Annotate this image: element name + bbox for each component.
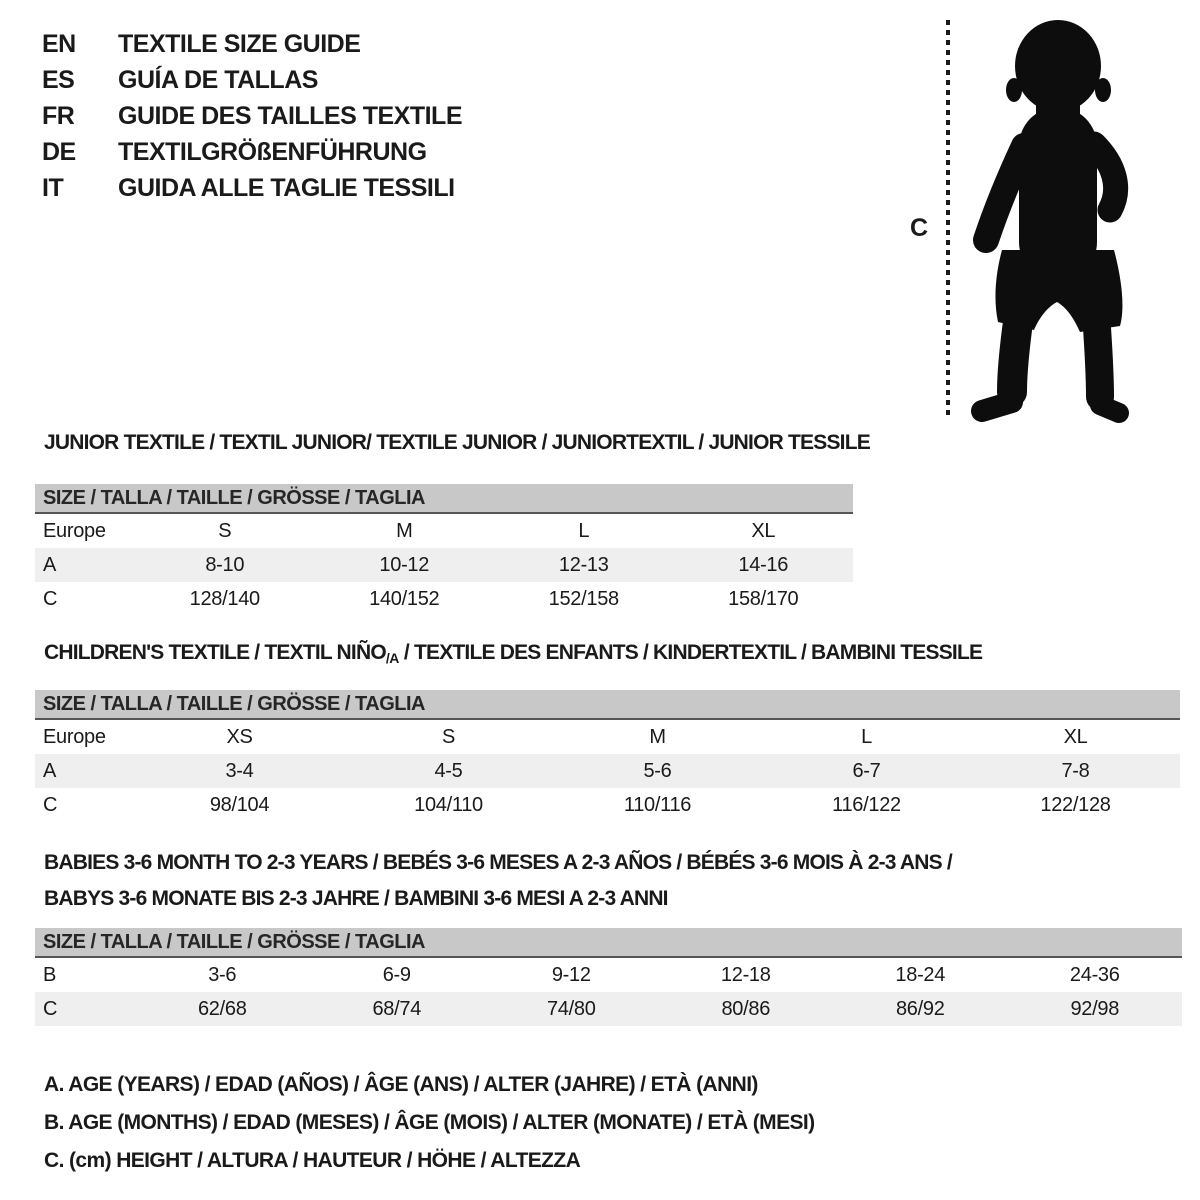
table-row-europe (35, 514, 853, 548)
age-cell: 12-13 (558, 553, 609, 576)
table-row-europe (35, 720, 1180, 754)
row-label: C (43, 997, 58, 1020)
age-cell: 18-24 (895, 963, 946, 986)
language-code: EN (42, 29, 76, 58)
language-title: GUIDE DES TAILLES TEXTILE (118, 101, 463, 130)
size-cell: M (649, 725, 666, 748)
age-cell: 8-10 (205, 553, 245, 576)
table-row-age (35, 548, 853, 582)
legend-line-c: C. (cm) HEIGHT / ALTURA / HAUTEUR / HÖHE / ALTEZZA (44, 1149, 581, 1172)
height-cell: 116/122 (832, 793, 901, 816)
toddler-silhouette-icon (960, 14, 1142, 424)
height-cell: 104/110 (414, 793, 483, 816)
language-code: IT (42, 173, 64, 202)
height-cell: 68/74 (372, 997, 422, 1020)
children-title-subscript: /A (385, 650, 399, 666)
children-size-table (35, 690, 1180, 822)
size-cell: L (578, 519, 590, 542)
language-title-list (42, 26, 462, 206)
row-label: B (43, 963, 57, 986)
row-label: C (43, 793, 58, 816)
language-title: GUIDA ALLE TAGLIE TESSILI (118, 173, 455, 202)
junior-size-table (35, 484, 853, 616)
legend-line-a: A. AGE (YEARS) / EDAD (AÑOS) / ÂGE (ANS) / ALTER (JAHRE) / ETÀ (ANNI) (44, 1073, 758, 1096)
language-row-en (42, 26, 462, 62)
size-cell: XS (226, 725, 253, 748)
height-cell: 110/116 (623, 793, 692, 816)
height-cell: 122/128 (1040, 793, 1111, 816)
row-label: A (43, 553, 57, 576)
size-header-bar: SIZE / TALLA / TAILLE / GRÖSSE / TAGLIA (35, 928, 1182, 958)
babies-size-table (35, 928, 1182, 1026)
height-cell: 80/86 (721, 997, 771, 1020)
height-cell: 152/158 (548, 587, 619, 610)
size-cell: XL (1063, 725, 1088, 748)
age-cell: 9-12 (551, 963, 591, 986)
age-cell: 6-9 (382, 963, 411, 986)
language-row-fr (42, 98, 462, 134)
height-cell: 74/80 (546, 997, 596, 1020)
language-title: TEXTILE SIZE GUIDE (118, 29, 361, 58)
size-cell: S (441, 725, 456, 748)
language-title: GUÍA DE TALLAS (118, 65, 318, 94)
height-cell: 92/98 (1070, 997, 1120, 1020)
height-cell: 158/170 (728, 587, 799, 610)
age-cell: 12-18 (720, 963, 771, 986)
table-row-height (35, 992, 1182, 1026)
row-label: A (43, 759, 57, 782)
children-title-post: / TEXTILE DES ENFANTS / KINDERTEXTIL / BAMBINI TESSILE (398, 641, 983, 664)
junior-section-title: JUNIOR TEXTILE / TEXTIL JUNIOR/ TEXTILE JUNIOR / JUNIORTEXTIL / JUNIOR TESSILE (44, 431, 870, 454)
age-cell: 6-7 (852, 759, 881, 782)
language-code: DE (42, 137, 76, 166)
height-cell: 140/152 (369, 587, 440, 610)
row-label: C (43, 587, 58, 610)
size-cell: S (218, 519, 232, 542)
language-row-de (42, 134, 462, 170)
measure-legend (44, 1066, 815, 1180)
size-cell: XL (751, 519, 776, 542)
age-cell: 7-8 (1061, 759, 1090, 782)
table-row-height (35, 788, 1180, 822)
age-cell: 3-6 (208, 963, 237, 986)
height-dashed-line (946, 20, 950, 416)
age-cell: 10-12 (379, 553, 430, 576)
age-cell: 4-5 (434, 759, 463, 782)
size-cell: M (396, 519, 413, 542)
age-cell: 3-4 (225, 759, 254, 782)
babies-section-title-line1: BABIES 3-6 MONTH TO 2-3 YEARS / BEBÉS 3-6 MESES A 2-3 AÑOS / BÉBÉS 3-6 MOIS À 2-3 ANS / (44, 851, 952, 874)
language-row-es (42, 62, 462, 98)
size-header-bar: SIZE / TALLA / TAILLE / GRÖSSE / TAGLIA (35, 690, 1180, 720)
size-cell: L (861, 725, 872, 748)
table-row-age (35, 754, 1180, 788)
language-code: FR (42, 101, 75, 130)
height-cell: 98/104 (209, 793, 270, 816)
height-cell: 62/68 (197, 997, 247, 1020)
table-row-age-months (35, 958, 1182, 992)
row-label: Europe (43, 725, 106, 748)
height-measure-label: C (910, 214, 929, 242)
table-row-height (35, 582, 853, 616)
age-cell: 5-6 (643, 759, 672, 782)
children-title-pre: CHILDREN'S TEXTILE / TEXTIL NIÑO (44, 641, 386, 664)
legend-line-b: B. AGE (MONTHS) / EDAD (MESES) / ÂGE (MOIS) / ALTER (MONATE) / ETÀ (MESI) (44, 1111, 815, 1134)
age-cell: 24-36 (1069, 963, 1120, 986)
babies-section-title-line2: BABYS 3-6 MONATE BIS 2-3 JAHRE / BAMBINI 3-6 MESI A 2-3 ANNI (44, 887, 668, 910)
language-title: TEXTILGRÖßENFÜHRUNG (118, 137, 427, 166)
age-cell: 14-16 (738, 553, 789, 576)
height-cell: 86/92 (895, 997, 945, 1020)
language-row-it (42, 170, 462, 206)
row-label: Europe (43, 519, 106, 542)
language-code: ES (42, 65, 75, 94)
size-header-bar: SIZE / TALLA / TAILLE / GRÖSSE / TAGLIA (35, 484, 853, 514)
height-cell: 128/140 (189, 587, 260, 610)
children-section-title (44, 641, 982, 666)
